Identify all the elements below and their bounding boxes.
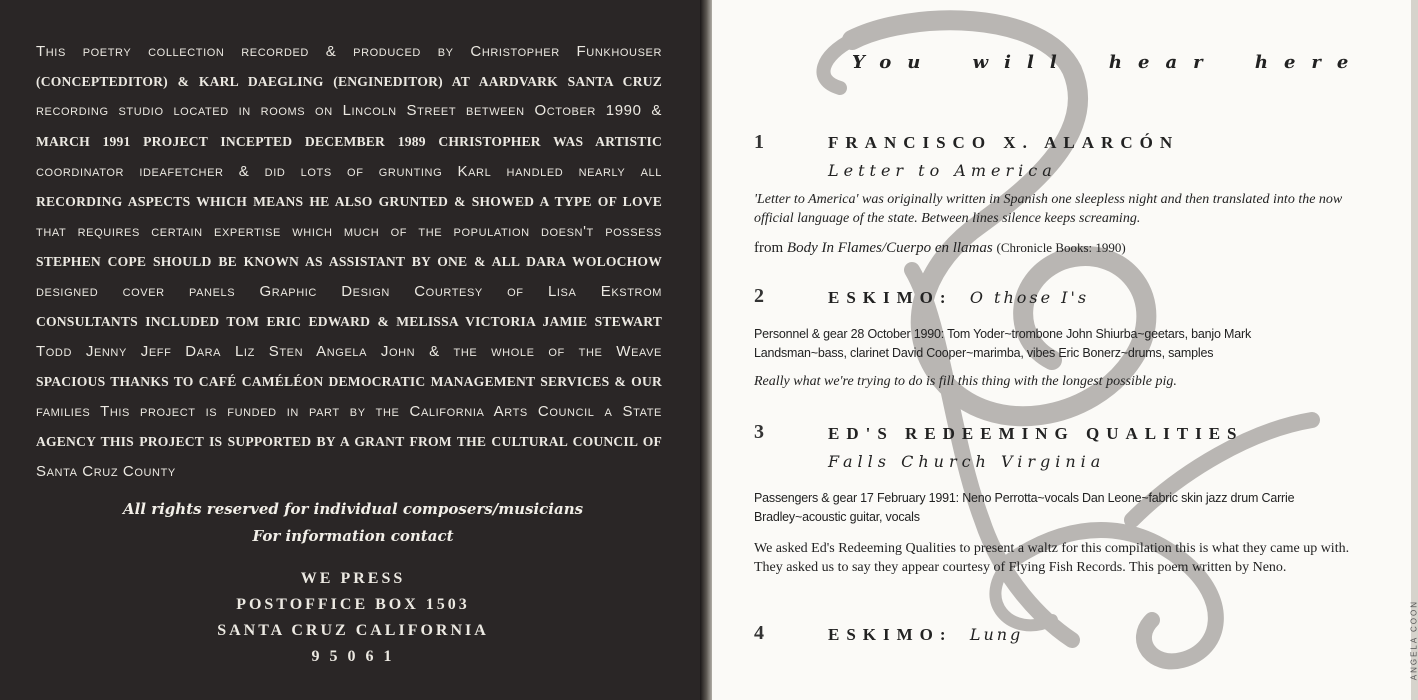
- credit-line: recording studio located in rooms on Lincoln Street between October 1990 &: [36, 102, 662, 119]
- credit-line: MARCH 1991 PROJECT INCEPTED DECEMBER 1989 CHRISTOPHER WAS ARTISTIC: [36, 134, 662, 149]
- track-artist: ESKIMO:: [828, 625, 953, 644]
- track-source: [754, 238, 1394, 258]
- rights-notice: All rights reserved for individual composers/musicians: [122, 500, 584, 518]
- track-artist-and-title: [828, 625, 1023, 645]
- track-artist: ESKIMO:: [828, 288, 953, 307]
- credits-panel: [0, 0, 706, 700]
- page-title: You will hear here: [852, 52, 1365, 73]
- credit-line: Todd Jenny Jeff Dara Liz Sten Angela John & the whole of the Weave: [36, 343, 662, 360]
- track-number: 1: [754, 131, 764, 153]
- address-line: SANTA CRUZ CALIFORNIA: [217, 622, 489, 639]
- track-artist: FRANCISCO X. ALARCÓN: [828, 133, 1180, 152]
- track-title: O those I's: [969, 288, 1090, 307]
- source-publisher: (Chronicle Books: 1990): [996, 240, 1126, 255]
- track-number: 3: [754, 421, 764, 443]
- track-personnel: Passengers & gear 17 February 1991: Neno Perrotta~vocals Dan Leone~fabric skin jazz drum Carrie Bradley~acoustic guitar, vocals: [754, 491, 1295, 524]
- source-title: Body In Flames/Cuerpo en llamas: [786, 240, 993, 256]
- tracklist-panel: [712, 0, 1418, 700]
- credit-line: CONSULTANTS INCLUDED TOM ERIC EDWARD & MELISSA VICTORIA JAMIE STEWART: [36, 314, 662, 329]
- source-prefix: from: [754, 240, 784, 256]
- credit-line: AGENCY THIS PROJECT IS SUPPORTED BY A GRANT FROM THE CULTURAL COUNCIL OF: [36, 434, 662, 449]
- credit-line: families This project is funded in part by the California Arts Council a State: [36, 403, 662, 420]
- track-description: 'Letter to America' was originally written in Spanish one sleepless night and then translated into the now official language of the state. Between lines silence keeps screaming.: [754, 192, 1343, 226]
- address-line: 9 5 0 6 1: [311, 648, 395, 665]
- credit-line: (CONCEPTEDITOR) & KARL DAEGLING (ENGINEDITOR) AT AARDVARK SANTA CRUZ: [36, 74, 662, 89]
- track-artist-and-title: [828, 288, 1089, 308]
- track-title: Letter to America: [828, 161, 1057, 180]
- track-title: Falls Church Virginia: [828, 452, 1106, 471]
- address-line: WE PRESS: [300, 570, 406, 587]
- photo-credit: ANGELA COON: [1409, 600, 1418, 681]
- track-title: Lung: [969, 625, 1024, 644]
- track-artist: ED'S REDEEMING QUALITIES: [828, 424, 1244, 443]
- credit-line: RECORDING ASPECTS WHICH MEANS HE ALSO GRUNTED & SHOWED A TYPE OF LOVE: [36, 194, 662, 209]
- credit-line: coordinator ideafetcher & did lots of grunting Karl handled nearly all: [36, 163, 662, 180]
- track-personnel: Personnel & gear 28 October 1990: Tom Yoder~trombone John Shiurba~geetars, banjo Mark Landsman~bass, clarinet David Cooper~marimba, vibes Eric Bonerz~drums, samples: [754, 327, 1251, 360]
- credit-line: designed cover panels Graphic Design Courtesy of Lisa Ekstrom: [36, 283, 662, 300]
- credit-line: that requires certain expertise which much of the population doesn't possess: [36, 223, 662, 240]
- contact-notice: For information contact: [252, 527, 454, 545]
- track-description: We asked Ed's Redeeming Qualities to present a waltz for this compilation this is what they came up with. They asked us to say they appear courtesy of Flying Fish Records. This poem written by Neno.: [754, 541, 1350, 575]
- address-line: POSTOFFICE BOX 1503: [236, 596, 470, 613]
- credit-line: SPACIOUS THANKS TO CAFÉ CAMÉLÉON DEMOCRATIC MANAGEMENT SERVICES & OUR: [36, 374, 662, 389]
- track-note: Really what we're trying to do is fill this thing with the longest possible pig.: [754, 374, 1177, 389]
- credit-line: Santa Cruz County: [36, 463, 176, 480]
- track-number: 4: [754, 622, 764, 644]
- track-number: 2: [754, 285, 764, 307]
- credit-line: This poetry collection recorded & produced by Christopher Funkhouser: [36, 43, 662, 60]
- credit-line: STEPHEN COPE SHOULD BE KNOWN AS ASSISTANT BY ONE & ALL DARA WOLOCHOW: [36, 254, 662, 269]
